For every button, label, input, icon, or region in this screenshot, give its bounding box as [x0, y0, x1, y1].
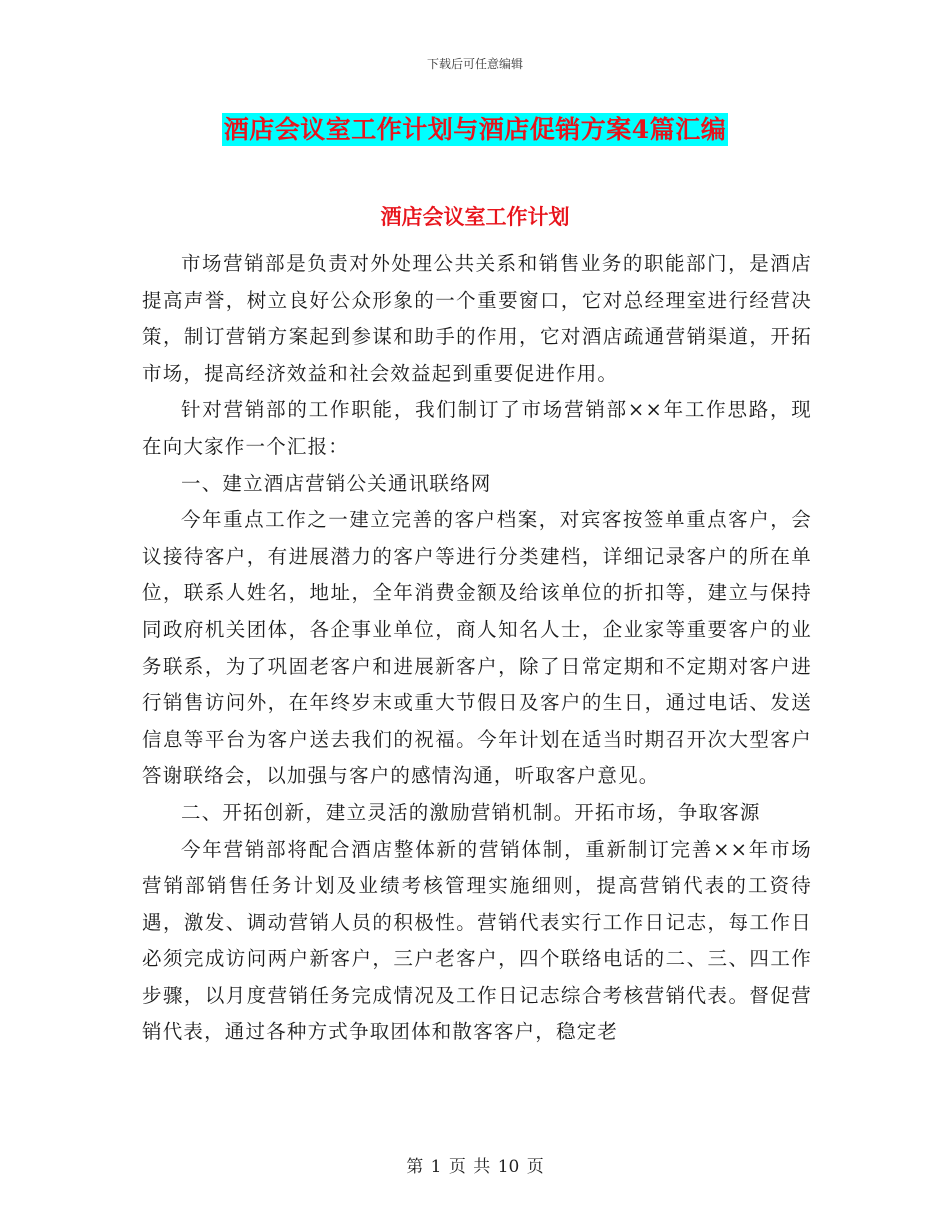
document-main-title: 酒店会议室工作计划与酒店促销方案4篇汇编 [223, 115, 727, 144]
page-number-footer: 第 1 页 共 10 页 [406, 1157, 544, 1177]
paragraph: 今年营销部将配合酒店整体新的营销体制，重新制订完善××年市场营销部销售任务计划及业绩考核管理实施细则，提高营销代表的工资待遇，激发、调动营销人员的积极性。营销代表实行工作日记志，每工作日必须完成访问两户新客户，三户老客户，四个联络电话的二、三、四工作步骤，以月度营销任务完成情况及工作日记志综合考核营销代表。督促营销代表，通过各种方式争取团体和散客客户，稳定老 [142, 837, 812, 1044]
section-title: 酒店会议室工作计划 [380, 204, 570, 229]
paragraph: 市场营销部是负责对外处理公共关系和销售业务的职能部门，是酒店提高声誉，树立良好公众形象的一个重要窗口，它对总经理室进行经营决策，制订营销方案起到参谋和助手的作用，它对酒店疏通营销渠道，开拓市场，提高经济效益和社会效益起到重要促进作用。 [142, 252, 812, 385]
section-heading: 二、开拓创新，建立灵活的激励营销机制。开拓市场，争取客源 [181, 800, 761, 824]
section-heading: 一、建立酒店营销公关通讯联络网 [181, 471, 492, 495]
paragraph: 针对营销部的工作职能，我们制订了市场营销部××年工作思路，现在向大家作一个汇报： [142, 398, 812, 458]
paragraph: 今年重点工作之一建立完善的客户档案，对宾客按签单重点客户，会议接待客户，有进展潜力的客户等进行分类建档，详细记录客户的所在单位，联系人姓名，地址，全年消费金额及给该单位的折扣等，建立与保持同政府机关团体，各企事业单位，商人知名人士，企业家等重要客户的业务联系，为了巩固老客户和进展新客户，除了日常定期和不定期对客户进行销售访问外，在年终岁末或重大节假日及客户的生日，通过电话、发送信息等平台为客户送去我们的祝福。今年计划在适当时期召开次大型客户答谢联络会，以加强与客户的感情沟通，听取客户意见。 [142, 508, 812, 788]
document-body [142, 246, 812, 1051]
main-title-container [0, 113, 950, 146]
page-header-note: 下载后可任意编辑 [426, 57, 523, 71]
